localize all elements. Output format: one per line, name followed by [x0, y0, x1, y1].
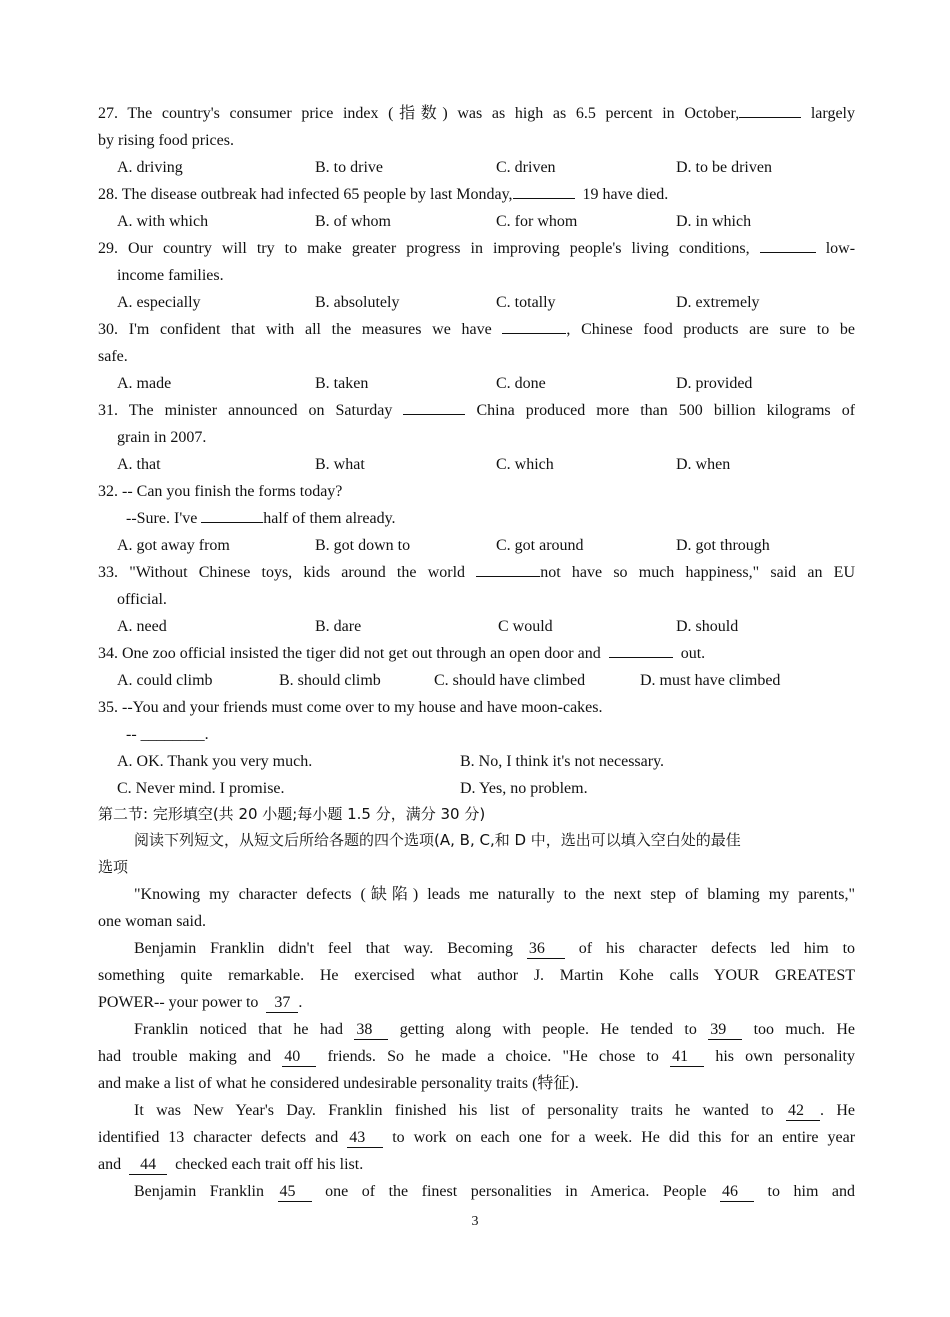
blank-number: 42 [786, 1102, 820, 1121]
blank-number: 37 [266, 994, 298, 1013]
passage-p2-line-1: Benjamin Franklin didn't feel that way. Becoming 36 of his character defects led him to [134, 940, 855, 957]
blank-number: 36 [527, 940, 565, 959]
question-30-options [98, 370, 855, 397]
question-35-line-1: 35. --You and your friends must come over to my house and have moon-cakes. [98, 699, 603, 716]
option-b[interactable]: B. should climb [279, 672, 381, 689]
question-29-line-1: 29. Our country will try to make greater progress in improving people's living conditions, low- [98, 235, 855, 262]
question-32-line-1: 32. -- Can you finish the forms today? [98, 483, 343, 500]
passage-p1-line-2: one woman said. [98, 913, 206, 930]
option-a[interactable]: A. made [117, 375, 172, 392]
option-c[interactable]: C. should have climbed [434, 672, 586, 689]
option-c[interactable]: C. for whom [496, 213, 578, 230]
blank-number: 41 [670, 1048, 704, 1067]
blank-number: 45 [278, 1183, 312, 1202]
blank-number: 39 [708, 1021, 742, 1040]
option-d[interactable]: D. when [676, 456, 731, 473]
option-b[interactable]: B. dare [315, 618, 362, 635]
option-d[interactable]: D. must have climbed [640, 672, 781, 689]
section-instruction-cont: 选项 [98, 858, 129, 876]
option-c[interactable]: C. driven [496, 159, 556, 176]
question-34-options [98, 667, 855, 694]
option-d[interactable]: D. got through [676, 537, 770, 554]
option-c[interactable]: C. got around [496, 537, 584, 554]
question-30-line-1: 30. I'm confident that with all the measures we have , Chinese food products are sure to be [98, 316, 855, 343]
question-29-line-2: income families. [117, 267, 224, 284]
option-d[interactable]: D. should [676, 618, 739, 635]
option-d[interactable]: D. to be driven [676, 159, 772, 176]
option-c[interactable]: C. done [496, 375, 546, 392]
option-b[interactable]: B. of whom [315, 213, 391, 230]
option-d[interactable]: D. Yes, no problem. [460, 780, 588, 797]
option-b[interactable]: B. what [315, 456, 365, 473]
answer-blank [201, 505, 263, 523]
option-a[interactable]: A. with which [117, 213, 209, 230]
question-33-line-1: 33. "Without Chinese toys, kids around the world not have so much happiness," said an EU [98, 559, 855, 586]
passage-p4-line-3: and 44 checked each trait off his list. [98, 1156, 364, 1173]
blank-number: 38 [354, 1021, 388, 1040]
option-c[interactable]: C would [498, 618, 553, 635]
passage-p4-line-1: It was New Year's Day. Franklin finished his list of personality traits he wanted to 42 . He [134, 1102, 855, 1119]
option-a[interactable]: A. that [117, 456, 161, 473]
blank-number: 43 [347, 1129, 383, 1148]
option-a[interactable]: A. driving [117, 159, 183, 176]
question-33-line-2: official. [117, 591, 167, 608]
option-b[interactable]: B. taken [315, 375, 369, 392]
question-30-line-2: safe. [98, 348, 128, 365]
answer-blank [502, 316, 566, 334]
option-b[interactable]: B. got down to [315, 537, 411, 554]
question-28-options [98, 208, 855, 235]
answer-blank [476, 559, 540, 577]
answer-blank [609, 640, 673, 658]
passage-p4-line-2: identified 13 character defects and 43 to work on each one for a week. He did this for an entire year [98, 1129, 855, 1146]
option-a[interactable]: A. need [117, 618, 167, 635]
blank-number: 46 [720, 1183, 754, 1202]
option-a[interactable]: A. especially [117, 294, 201, 311]
option-c[interactable]: C. which [496, 456, 554, 473]
question-31-line-2: grain in 2007. [117, 429, 207, 446]
option-a[interactable]: A. OK. Thank you very much. [117, 753, 313, 770]
question-33-options [98, 613, 855, 640]
exam-page [98, 100, 855, 1205]
option-c[interactable]: C. totally [496, 294, 556, 311]
question-31-line-1: 31. The minister announced on Saturday China produced more than 500 billion kilograms of [98, 397, 855, 424]
question-34-line-1: 34. One zoo official insisted the tiger did not get out through an open door and out. [98, 640, 855, 667]
passage-p3-line-2: had trouble making and 40 friends. So he made a choice. "He chose to 41 his own personality [98, 1048, 855, 1065]
blank-number: 44 [129, 1156, 167, 1175]
question-28-line-1: 28. The disease outbreak had infected 65 people by last Monday, 19 have died. [98, 181, 855, 208]
option-b[interactable]: B. to drive [315, 159, 383, 176]
answer-blank [739, 100, 801, 118]
answer-blank [513, 181, 575, 199]
question-31-options [98, 451, 855, 478]
blank-number: 40 [282, 1048, 316, 1067]
passage-p3-line-1: Franklin noticed that he had 38 getting along with people. He tended to 39 too much. He [134, 1021, 855, 1038]
question-27-options [98, 154, 855, 181]
question-35-options-row-2 [98, 775, 855, 802]
passage-p1-line-1: "Knowing my character defects (缺陷) leads me naturally to the next step of blaming my parents," [134, 886, 855, 903]
question-32-options [98, 532, 855, 559]
question-29-options [98, 289, 855, 316]
question-27-line-2: by rising food prices. [98, 132, 234, 149]
answer-blank [403, 397, 465, 415]
section-title: 第二节: 完形填空(共 20 小题;每小题 1.5 分，满分 30 分) [98, 805, 486, 823]
question-35-options-row-1 [98, 748, 855, 775]
option-b[interactable]: B. No, I think it's not necessary. [460, 753, 665, 770]
passage-p2-line-2: something quite remarkable. He exercised what author J. Martin Kohe calls YOUR GREATEST [98, 967, 855, 984]
passage-p3-line-3: and make a list of what he considered undesirable personality traits (特征). [98, 1075, 579, 1092]
option-d[interactable]: D. provided [676, 375, 753, 392]
option-b[interactable]: B. absolutely [315, 294, 400, 311]
option-a[interactable]: A. got away from [117, 537, 230, 554]
answer-blank [760, 235, 816, 253]
page-number: 3 [471, 1214, 479, 1229]
passage-p5-line-1: Benjamin Franklin 45 one of the finest personalities in America. People 46 to him and [134, 1183, 855, 1200]
option-d[interactable]: D. extremely [676, 294, 760, 311]
option-a[interactable]: A. could climb [117, 672, 213, 689]
question-35-line-2: -- ________. [126, 726, 209, 743]
option-c[interactable]: C. Never mind. I promise. [117, 780, 285, 797]
question-32-line-2: --Sure. I've half of them already. [98, 505, 855, 532]
option-d[interactable]: D. in which [676, 213, 752, 230]
passage-p2-line-3: POWER-- your power to 37 . [98, 994, 303, 1011]
section-instruction: 阅读下列短文，从短文后所给各题的四个选项(A, B, C,和 D 中，选出可以填入空白处的最佳 [134, 831, 741, 849]
question-27-line-1: 27. The country's consumer price index (指数) was as high as 6.5 percent in October, largely [98, 100, 855, 127]
